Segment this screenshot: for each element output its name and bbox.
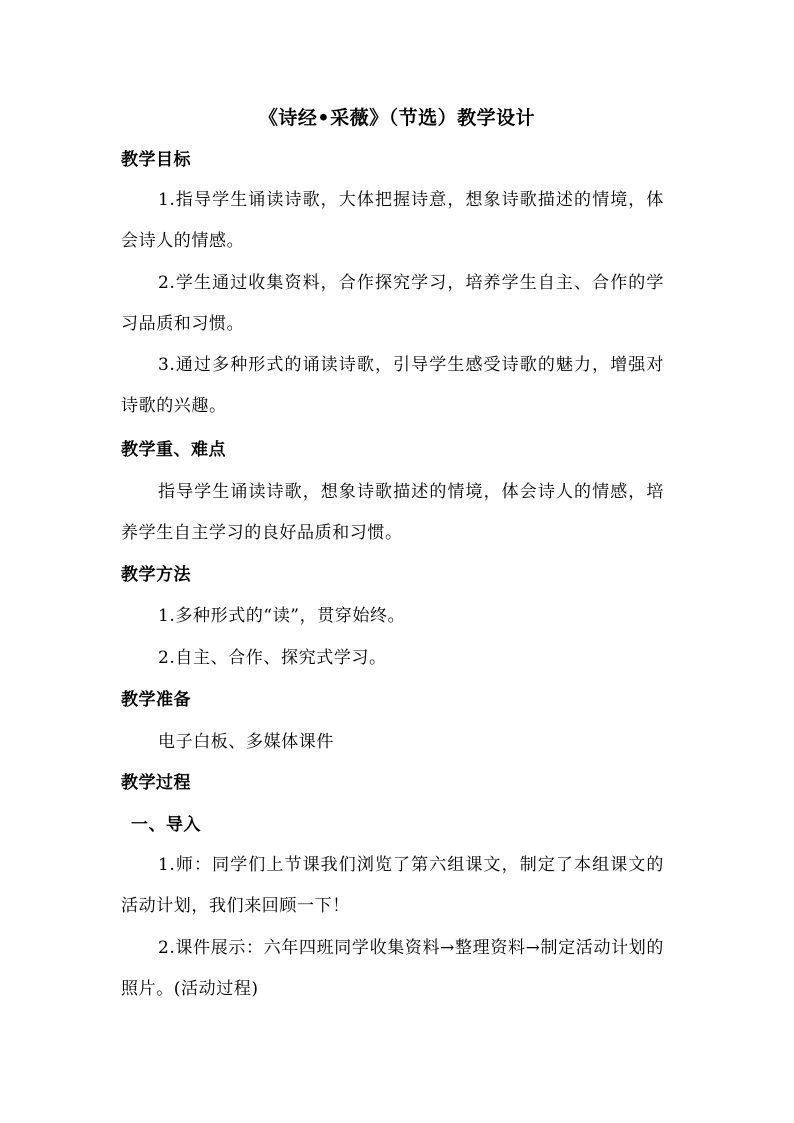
intro-heading: 一、导入	[131, 815, 201, 835]
methods-heading: 教学方法	[121, 565, 191, 585]
objective-item-3: 3.通过多种形式的诵读诗歌，引导学生感受诗歌的魅力，增强对诗歌的兴趣。	[121, 355, 664, 416]
intro-item-1: 1.师：同学们上节课我们浏览了第六组课文，制定了本组课文的活动计划，我们来回顾一下！	[121, 855, 664, 916]
process-heading: 教学过程	[121, 773, 191, 793]
intro-item-2: 2.课件展示：六年四班同学收集资料→整理资料→制定活动计划的照片。(活动过程)	[121, 938, 664, 999]
method-item-2: 2.自主、合作、探究式学习。	[158, 648, 387, 668]
document-title: 《诗经•采薇》（节选）教学设计	[258, 107, 536, 129]
method-item-1: 1.多种形式的“读”，贯穿始终。	[158, 606, 406, 626]
objective-item-2: 2.学生通过收集资料，合作探究学习，培养学生自主、合作的学习品质和习惯。	[121, 273, 664, 334]
preparation-heading: 教学准备	[121, 690, 191, 710]
key-points-text: 指导学生诵读诗歌，想象诗歌描述的情境，体会诗人的情感，培养学生自主学习的良好品质和习惯。	[121, 482, 664, 543]
key-points-heading: 教学重、难点	[121, 440, 226, 460]
objectives-heading: 教学目标	[121, 150, 191, 170]
objective-item-1: 1.指导学生诵读诗歌，大体把握诗意，想象诗歌描述的情境，体会诗人的情感。	[121, 190, 664, 251]
preparation-text: 电子白板、多媒体课件	[158, 732, 334, 752]
